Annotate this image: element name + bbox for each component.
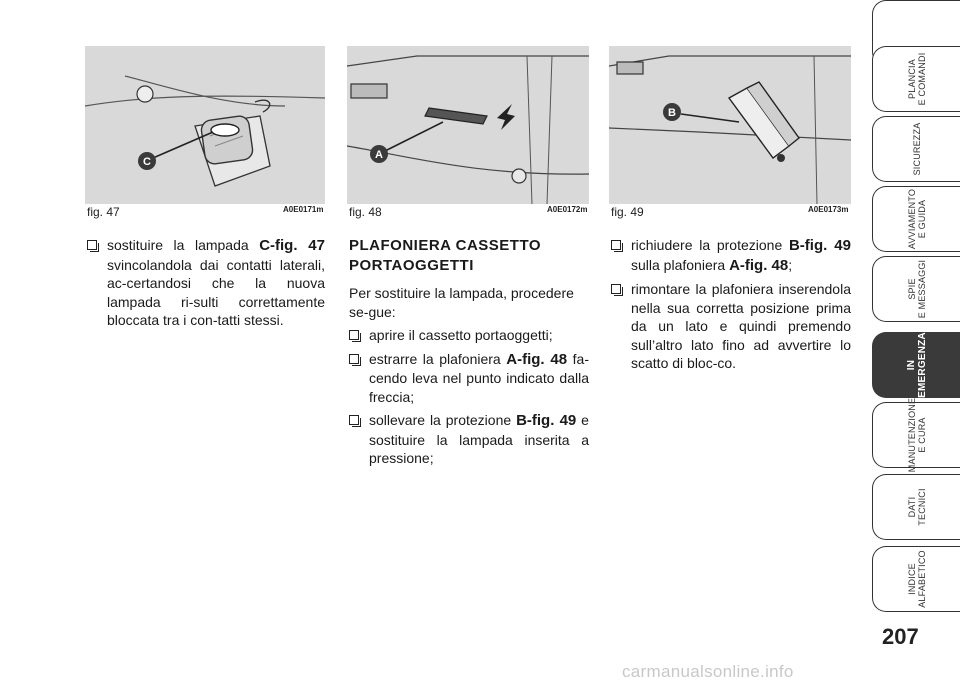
- column-1: [87, 236, 325, 335]
- figure-48-code: A0E0172m: [547, 205, 588, 214]
- sun-visor-illustration: [85, 46, 325, 204]
- column-2: [349, 236, 589, 473]
- figure-49: [609, 46, 851, 204]
- bullet-lift-cover: sollevare la protezione B-fig. 49 e sostituire la lampada inserita a pressione;: [349, 411, 589, 468]
- checkbox-bullet-icon: [87, 240, 97, 250]
- tab-sicurezza[interactable]: SICUREZZA: [872, 116, 960, 182]
- figure-48: [347, 46, 589, 204]
- checkbox-bullet-icon: [349, 330, 359, 340]
- intro-paragraph: Per sostituire la lampada, procedere se-gue:: [349, 285, 574, 320]
- bullet-replace-bulb: sostituire la lampada C-fig. 47 svincolandola dai contatti laterali, ac-certandosi che la nuova lampada ri-sulti correttamente bloccata tra i con-tatti stessi.: [87, 236, 325, 330]
- figure-47-caption: fig. 47: [87, 205, 120, 219]
- tab-in-emergenza[interactable]: IN EMERGENZA: [872, 332, 960, 398]
- tab-indice-alfabetico[interactable]: INDICE ALFABETICO: [872, 546, 960, 612]
- watermark: carmanualsonline.info: [622, 662, 794, 681]
- figure-47: [85, 46, 325, 204]
- figure-49-code: A0E0173m: [808, 205, 849, 214]
- bullet-close-cover: richiudere la protezione B-fig. 49 sulla plafoniera A-fig. 48;: [611, 236, 851, 275]
- tab-plancia-e-comandi[interactable]: PLANCIA E COMANDI: [872, 46, 960, 112]
- lamp-cover-illustration: [609, 46, 851, 204]
- tab-spie-e-messaggi[interactable]: SPIE E MESSAGGI: [872, 256, 960, 322]
- bullet-extract-lamp: estrarre la plafoniera A-fig. 48 fa-cendo leva nel punto indicato dalla freccia;: [349, 350, 589, 407]
- glovebox-lamp-illustration: [347, 46, 589, 204]
- figure-49-caption: fig. 49: [611, 205, 644, 219]
- bullet-refit-lamp: rimontare la plafoniera inserendola nella sua corretta posizione prima da un lato e quindi premendo sull’altro lato fino ad avvertire lo scatto di bloc-co.: [611, 280, 851, 373]
- tab-dati-tecnici[interactable]: DATI TECNICI: [872, 474, 960, 540]
- checkbox-bullet-icon: [349, 354, 359, 364]
- column-3: [611, 236, 851, 378]
- figure-47-code: A0E0171m: [283, 205, 324, 214]
- chapter-tabs: [868, 0, 960, 620]
- bullet-open-glovebox: aprire il cassetto portaoggetti;: [349, 326, 589, 345]
- tab-manutenzione-e-cura[interactable]: MANUTENZIONE E CURA: [872, 402, 960, 468]
- page-number: 207: [882, 624, 919, 649]
- checkbox-bullet-icon: [611, 240, 621, 250]
- figure-48-caption: fig. 48: [349, 205, 382, 219]
- callout-b: B: [668, 107, 676, 119]
- callout-a: A: [375, 149, 383, 161]
- section-heading: PLAFONIERA CASSETTO PORTAOGGETTI: [349, 237, 542, 274]
- checkbox-bullet-icon: [611, 284, 621, 294]
- checkbox-bullet-icon: [349, 415, 359, 425]
- tab-avviamento-e-guida[interactable]: AVVIAMENTO E GUIDA: [872, 186, 960, 252]
- callout-c: C: [143, 156, 151, 168]
